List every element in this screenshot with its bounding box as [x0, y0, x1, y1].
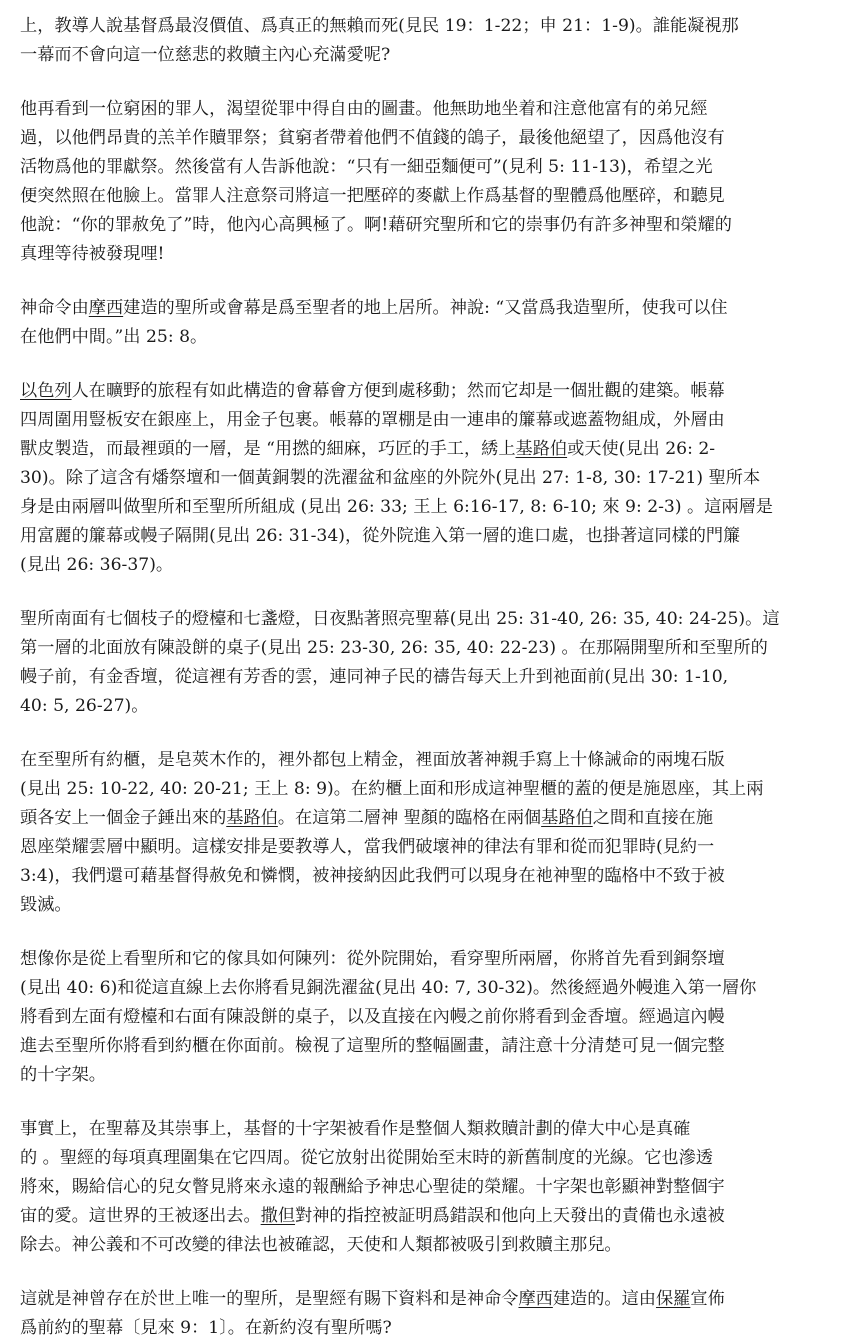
text-line — [20, 862, 838, 891]
text-line — [20, 95, 838, 124]
text-segment: 30)。除了這含有燔祭壇和一個黃銅製的洗濯盆和盆座的外院外(見出 27: 1-8, 30: 17-21) 聖所本 — [20, 468, 761, 488]
text-segment: 。在這第二層神 聖顏的臨格在兩個 — [277, 808, 542, 828]
text-segment: 恩座榮耀雲層中顯明。這樣安排是要教導人，當我們破壞神的律法有罪和從而犯罪時(見約一 — [20, 837, 715, 857]
text-line — [20, 377, 838, 406]
text-line — [20, 551, 838, 580]
text-line — [20, 746, 838, 775]
text-segment: 這就是神曾存在於世上唯一的聖所，是聖經有賜下資料和是神命令 — [20, 1289, 519, 1309]
underlined-name: 基路伯 — [515, 439, 568, 459]
text-line — [20, 1061, 838, 1090]
underlined-name: 基路伯 — [541, 808, 593, 828]
text-segment: 事實上，在聖幕及其崇事上，基督的十字架被看作是整個人類救贖計劃的偉大中心是真確 — [20, 1119, 691, 1139]
text-line — [20, 1032, 838, 1061]
underlined-name: 基路伯 — [226, 808, 278, 828]
text-segment: 或天使(見出 26: 2- — [567, 439, 716, 459]
text-line — [20, 211, 838, 240]
text-line — [20, 1285, 838, 1314]
text-line — [20, 1144, 838, 1173]
text-line — [20, 435, 838, 464]
text-line — [20, 1314, 838, 1343]
text-line — [20, 153, 838, 182]
text-segment: 幔子前，有金香壇，從這裡有芳香的雲，連同神子民的禱告每天上升到祂面前(見出 30: 1-10, — [20, 667, 729, 687]
text-segment: 3:4)，我們還可藉基督得赦免和憐憫，被神接納因此我們可以現身在祂神聖的臨格中不致于被 — [20, 866, 725, 886]
text-segment: 在至聖所有約櫃，是皂莢木作的，裡外都包上精金，裡面放著神親手寫上十條誡命的兩塊石版 — [20, 750, 725, 770]
text-segment: 之間和直接在施 — [592, 808, 714, 828]
text-line — [20, 804, 838, 833]
text-segment: 進去至聖所你將看到約櫃在你面前。檢視了這聖所的整幅圖畫，請注意十分清楚可見一個完整 — [20, 1036, 725, 1056]
text-segment: (見出 26: 36-37)。 — [20, 555, 174, 575]
underlined-name: 摩西 — [518, 1289, 553, 1309]
paragraph — [20, 945, 838, 1090]
text-segment: 四周圍用豎板安在銀座上，用金子包裹。帳幕的罩棚是由一連串的簾幕或遮蓋物組成，外層由 — [20, 410, 725, 430]
text-segment: 過，以他們昂貴的羔羊作贖罪祭；貧窮者帶着他們不值錢的鴿子，最後他絕望了，因爲他沒有 — [20, 128, 725, 148]
paragraph — [20, 95, 838, 269]
text-segment: 毀滅。 — [20, 895, 72, 915]
paragraph — [20, 377, 838, 580]
text-segment: (見出 25: 10-22, 40: 20-21; 王上 8: 9)。在約櫃上面和形成這神聖櫃的蓋的便是施恩座，其上兩 — [20, 779, 764, 799]
text-segment: 第一層的北面放有陳設餅的桌子(見出 25: 23-30, 26: 35, 40: 22-23) 。在那隔開聖所和至聖所的 — [20, 638, 768, 658]
text-line — [20, 464, 838, 493]
text-segment: 神命令由 — [20, 298, 89, 318]
text-segment: 宣佈 — [690, 1289, 725, 1309]
text-line — [20, 12, 838, 41]
text-segment: 對神的指控被証明爲錯誤和他向上天發出的責備也永遠被 — [295, 1206, 725, 1226]
text-segment: 爲前約的聖幕〔見來 9：1〕。在新約沒有聖所嗎? — [20, 1318, 392, 1338]
underlined-name: 保羅 — [655, 1289, 691, 1309]
text-line — [20, 240, 838, 269]
text-segment: 40: 5, 26-27)。 — [20, 696, 149, 716]
text-line — [20, 1202, 838, 1231]
text-line — [20, 1003, 838, 1032]
text-line — [20, 945, 838, 974]
underlined-name: 摩西 — [88, 298, 124, 318]
text-segment: 建造的。這由 — [552, 1289, 656, 1309]
text-line — [20, 605, 838, 634]
text-line — [20, 294, 838, 323]
text-segment: 用富麗的簾幕或幔子隔開(見出 26: 31-34)，從外院進入第一層的進口處，也掛著這同樣的門簾 — [20, 526, 741, 546]
paragraph — [20, 1285, 838, 1343]
paragraph — [20, 12, 838, 70]
paragraph — [20, 1115, 838, 1260]
text-segment: 身是由兩層叫做聖所和至聖所所組成 (見出 26: 33; 王上 6:16-17, 8: 6-10; 來 9: 2-3) 。這兩層是 — [20, 497, 773, 517]
paragraph — [20, 605, 838, 721]
text-line — [20, 833, 838, 862]
text-line — [20, 493, 838, 522]
text-segment: 獸皮製造，而最裡頭的一層，是 “用撚的細麻，巧匠的手工，綉上 — [20, 439, 516, 459]
text-line — [20, 1115, 838, 1144]
text-line — [20, 323, 838, 352]
text-line — [20, 692, 838, 721]
text-segment: 便突然照在他臉上。當罪人注意祭司將這一把壓碎的麥獻上作爲基督的聖體爲他壓碎，和聽見 — [20, 186, 725, 206]
text-segment: 活物爲他的罪獻祭。然後當有人告訴他說：“只有一細亞麵便可”(見利 5: 11-13)，希望之光 — [20, 157, 713, 177]
text-segment: 的 。聖經的每項真理圍集在它四周。從它放射出從開始至末時的新舊制度的光線。它也滲透 — [20, 1148, 713, 1168]
text-segment: 上，教導人說基督爲最沒價值、爲真正的無賴而死(見民 19：1-22；申 21：1-9)。誰能凝視那 — [20, 16, 739, 36]
text-line — [20, 124, 838, 153]
text-segment: 的十字架。 — [20, 1065, 106, 1085]
text-line — [20, 663, 838, 692]
underlined-name: 撒但 — [260, 1206, 296, 1226]
text-segment: 在他們中間。”出 25: 8。 — [20, 327, 208, 347]
text-segment: 真理等待被發現哩! — [20, 244, 165, 264]
text-line — [20, 634, 838, 663]
text-segment: 將來，賜給信心的兒女瞥見將來永遠的報酬給予神忠心聖徒的榮耀。十字架也彰顯神對整個宇 — [20, 1177, 725, 1197]
text-segment: 將看到左面有燈檯和右面有陳設餅的桌子，以及直接在內幔之前你將看到金香壇。經過這內幔 — [20, 1007, 725, 1027]
text-line — [20, 522, 838, 551]
text-line — [20, 974, 838, 1003]
text-segment: 宙的愛。這世界的王被逐出去。 — [20, 1206, 261, 1226]
text-segment: 他說：“你的罪赦免了”時，他內心高興極了。啊!藉研究聖所和它的崇事仍有許多神聖和榮耀的 — [20, 215, 732, 235]
paragraph — [20, 746, 838, 920]
text-line — [20, 891, 838, 920]
text-segment: 一幕而不會向這一位慈悲的救贖主內心充滿愛呢? — [20, 45, 391, 65]
text-line — [20, 41, 838, 70]
text-segment: 人在曠野的旅程有如此構造的會幕會方便到處移動；然而它却是一個壯觀的建築。帳幕 — [71, 381, 725, 401]
paragraph — [20, 294, 838, 352]
text-segment: 聖所南面有七個枝子的燈檯和七盞燈，日夜點著照亮聖幕(見出 25: 31-40, 26: 35, 40: 24-25)。這 — [20, 609, 780, 629]
text-segment: 他再看到一位窮困的罪人，渴望從罪中得自由的圖畫。他無助地坐着和注意他富有的弟兄經 — [20, 99, 708, 119]
text-line — [20, 775, 838, 804]
text-line — [20, 406, 838, 435]
text-segment: (見出 40: 6)和從這直線上去你將看見銅洗濯盆(見出 40: 7, 30-32)。然後經過外幔進入第一層你 — [20, 978, 757, 998]
underlined-name: 以色列 — [20, 381, 72, 401]
text-segment: 建造的聖所或會幕是爲至聖者的地上居所。神說: “又當爲我造聖所，使我可以住 — [123, 298, 728, 318]
text-segment: 頭各安上一個金子錘出來的 — [20, 808, 227, 828]
text-line — [20, 1173, 838, 1202]
text-segment: 想像你是從上看聖所和它的傢具如何陳列：從外院開始，看穿聖所兩層，你將首先看到銅祭壇 — [20, 949, 725, 969]
text-line — [20, 182, 838, 211]
text-segment: 除去。神公義和不可改變的律法也被確認，天使和人類都被吸引到救贖主那兒。 — [20, 1235, 622, 1255]
text-line — [20, 1231, 838, 1260]
